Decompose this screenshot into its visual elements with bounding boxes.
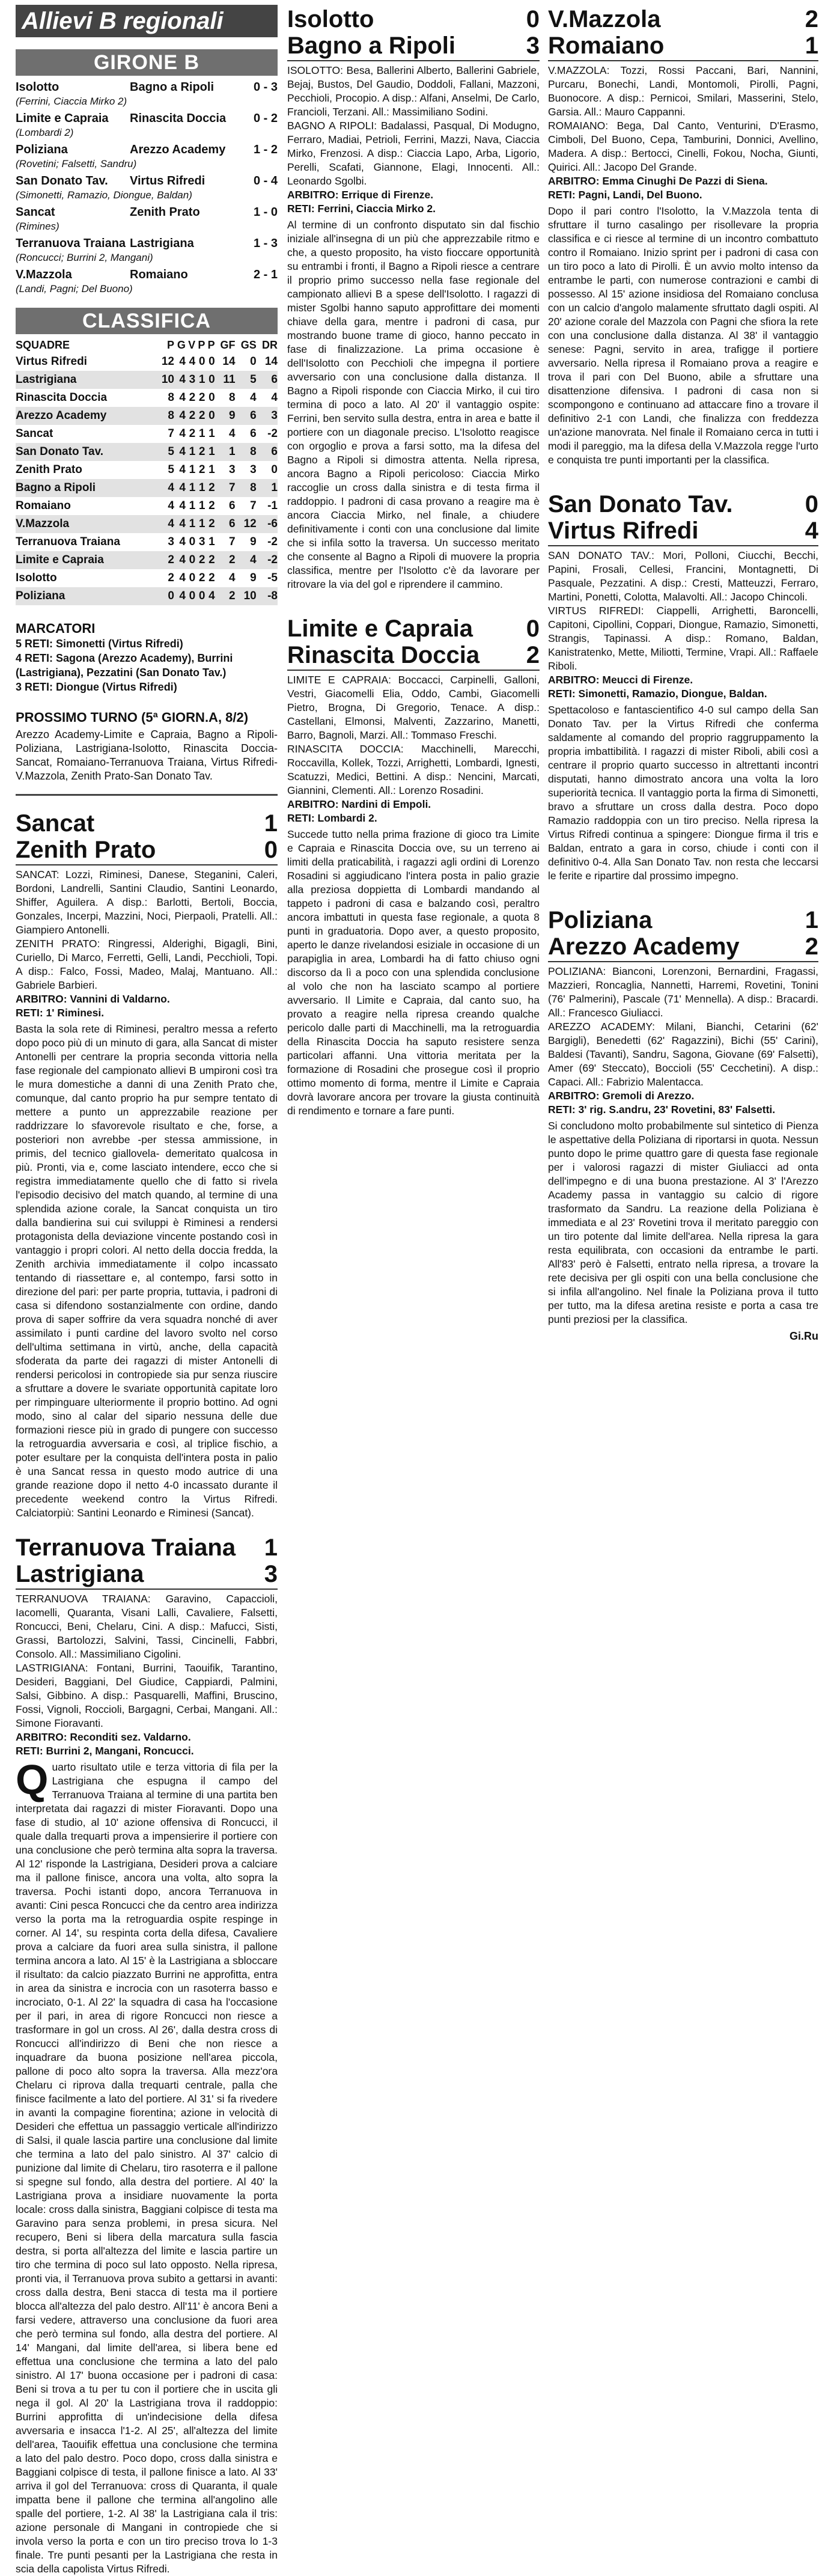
result-home: San Donato Tav. [16, 174, 108, 188]
stat-cell: 3 [168, 536, 174, 548]
match-article-sancat [16, 810, 278, 1520]
stat-cell: 1 [208, 463, 215, 476]
result-away: Zenith Prato [130, 206, 200, 219]
home-team: Sancat [16, 810, 95, 837]
stat-cell: 5 [157, 443, 174, 461]
stat-cell: 4 [205, 587, 215, 605]
stat-cell: 1 [205, 443, 215, 461]
stat-cell: 4 [174, 443, 186, 461]
match-article-sandonato [548, 491, 818, 883]
stat-cell: 6 [257, 371, 278, 389]
team-name: Bagno a Ripoli [16, 479, 157, 497]
standings-header-row [16, 338, 278, 353]
stat-cell: 0 [208, 391, 215, 404]
arbitro: ARBITRO: Emma Cinughi De Pazzi di Siena. [548, 175, 768, 187]
reti: RETI: Lombardi 2. [287, 812, 377, 824]
stat-cell: 7 [215, 479, 236, 497]
formazioni-home: ISOLOTTO: Besa, Ballerini Alberto, Ballerini Gabriele, Bejaj, Bustos, Del Gaudio, Doddoli, Fallani, Mazzoni, Pecchioli, Procopio. A disp.: Alfani, Anselmi, De Carlo, Francioli, Terzani. All.: Massimiliano Sodini. [287, 64, 540, 118]
home-team: Isolotto [287, 6, 374, 32]
stat-cell: 2 [198, 391, 205, 404]
stat-cell: -2 [267, 427, 278, 440]
article-body: Si concludono molto probabilmente sul sintetico di Pienza le aspettative della Poliziana di riportarsi in quota. Nessun punto dopo le prime quattro gare di questa fase regionale per i valorosi ragazzi di mister Giuliacci ad onta dell'impegno e di una buona prestazione. Al 3' l'Arezzo Academy passa in vantaggio su calcio di rigore trasformato da Sandru. La reazione della Poliziana è immediata e al 23' Rovetini trova il meritato pareggio con un tiro potente dal limite dell'area. Nella ripresa la gara resta equilibrata, con occasioni da entrambe le parti. All'83' però è Falsetti, entrato nella ripresa, a trovare la rete decisiva per gli ospiti con una bella conclusione che si infila all'angolino. Nel finale la Poliziana prova il tutto per tutto, ma la difesa aretina resiste e porta a casa tre punti preziosi per la classifica. [548, 1120, 818, 1325]
standings-row [16, 587, 278, 605]
team-name: Virtus Rifredi [16, 355, 87, 368]
match-title-home [287, 615, 540, 642]
stat-cell: 10 [157, 371, 174, 389]
result-row [16, 236, 278, 251]
stat-cell: 2 [195, 443, 205, 461]
stat-cell: 11 [215, 371, 236, 389]
standings-header-cell: P [207, 339, 215, 351]
result-away: Bagno a Ripoli [130, 81, 214, 94]
standings-row [16, 479, 278, 497]
away-team: Virtus Rifredi [548, 517, 699, 544]
stat-cell: 3 [198, 536, 205, 548]
arbitro: ARBITRO: Nardini di Empoli. [287, 798, 431, 810]
article-body: Basta la sola rete di Riminesi, peraltro messa a referto dopo poco più di un minuto di gara, alla Sancat di mister Antonelli per centrare la propria seconda vittoria nella fase regionale del campionato allievi B umpironi così tra le mura domestiche a danni di una Zenith Prato che, comunque, dal canto proprio ha pur sempre tentato di mettere a punto un apprezzabile reazione per raddrizzare lo sfavorevole risultato e che, forse, a posteriori non avrebbe -per stessa ammissione, in primis, del tecnico giallovela- demeritato qualcosa in più. Pronti, via e, come lasciato intendere, ecco che si registra immediatamente quello che di fatto si rivela l'episodio decisivo del match quando, al termine di una splendida azione corale, la Sancat conquista un tiro dalla bandierina sui cui sviluppi è Riminesi a rendersi protagonista della deviazione vincente postando così in vantaggio i propri colori. Al netto della doccia fredda, la Zenith archivia immediatamente il colpo incassato tentando di riassettare e, al contempo, farsi sotto in direzione del pari: per parte propria, tuttavia, i padroni di casa si difendono sostanzialmente con ordine, dando prova di saper soffrire da vera squadra nonché di aver assimilato i punti cardine del lavoro svolto nel corso dell'ultima settimana in virtù, anche, della capacità sfoderata da parte dei ragazzi di mister Antonelli di rendersi pericolosi in contropiede sia pur senza riuscire a sfruttare a dovere le svariate opportunità capitate loro per rimpinguare ulteriormente il proprio bottino. Ad ogni modo, sino al calar del sipario nessuna delle due formazioni riesce più in grado di pungere con successo la retroguardia avversaria e così, al triplice fischio, a poter esultare per la conquista dell'intera posta in palio è una Sancat ressa in questo modo autrice di una grande reazione dopo il netto 4-0 incassato durante il precedente weekend contro la Virtus Rifredi. Calciatorpiù: Santini Leonardo e Riminesi (Sancat). [16, 1023, 278, 1519]
formazioni-home: V.MAZZOLA: Tozzi, Rossi Paccani, Bari, Nannini, Purcaru, Bonechi, Landi, Montomoli, Pirolli, Pagni, Buonocore. A disp.: Pernicoi, Smilari, Masserini, Stelo, Garsia. All.: Mauro Cappanni. [548, 64, 818, 118]
standings-header-cell: SQUADRE [16, 339, 70, 351]
stat-cell: 7 [228, 536, 236, 548]
match-title-home [16, 810, 278, 837]
match-article-isolotto [287, 6, 540, 591]
stat-cell: 0 [157, 587, 174, 605]
match-title-away [548, 517, 818, 544]
stat-cell: 4 [168, 499, 174, 512]
standings-header-cell: V [188, 339, 196, 351]
stat-cell: -5 [267, 572, 278, 584]
stat-cell: 2 [205, 515, 215, 533]
home-score: 0 [526, 615, 540, 642]
away-score: 1 [805, 32, 818, 59]
article-body: Al termine di un confronto disputato sin dal fischio iniziale all'insegna di un più che apprezzabile ritmo e che, a questo proposito, ha visto fioccare opportunità su entrambi i fronti, il Bagno a Ripoli riesce a centrare il proprio primo successo nella fase regionale del campionato allievi B a spese dell'Isolotto. I ragazzi di mister Sgolbi hanno saputo approfittare dei momenti chiave della gara, mentre i padroni di casa, pur mostrando buone trame di gioco, hanno peccato in fase di finalizzazione. La prima occasione è dell'Isolotto con Pecchioli che impegna il portiere avversario con una conclusione dalla distanza. Il Bagno a Ripoli risponde con Ciaccia Mirko, il cui tiro termina di poco a lato. Al 20' il vantaggio ospite: Ferrini, ben servito sulla destra, entra in area e batte il portiere con un diagonale preciso. L'Isolotto reagisce con orgoglio e prova a farsi sotto, ma la difesa del Bagno a Ripoli si dimostra attenta. Nella ripresa, ancora Bagno a Ripoli pericoloso: Ciaccia Mirko raccoglie un cross dalla sinistra e di testa firma il raddoppio. I padroni di casa provano a reagire ma è ancora Ciaccia Mirko, nel finale, a chiudere definitivamente i conti con una conclusione dal limite che si infila sotto la traversa. Un successo meritato che consente al Bagno a Ripoli di muovere la propria classifica, mentre per l'Isolotto c'è da lavorare per ritrovare la via del gol e riprendere il cammino. [287, 219, 540, 590]
formazioni-away: LASTRIGIANA: Fontani, Burrini, Taouifik, Tarantino, Desideri, Baggiani, Del Giudice, Cappiardi, Palmini, Salsi, Gibbino. A disp.: Pasquarelli, Maffini, Bruscino, Fossi, Vignoli, Roccioli, Bargagni, Cerbai, Mangani. All.: Simone Fioravanti. [16, 1662, 278, 1729]
result-score: 0 - 2 [253, 112, 278, 125]
stat-cell: 0 [189, 536, 196, 548]
stat-cell: 1 [215, 443, 236, 461]
stat-cell: -6 [257, 515, 278, 533]
team-name: Zenith Prato [16, 463, 82, 476]
column-right [548, 0, 818, 1343]
result-away: Lastrigiana [130, 237, 194, 250]
title-rule [548, 961, 818, 962]
stat-cell: 1 [195, 515, 205, 533]
prossimo-heading: PROSSIMO TURNO (5ª GIORN.A, 8/2) [16, 710, 249, 725]
stat-cell: 3 [257, 407, 278, 425]
match-title-home [16, 1534, 278, 1561]
stat-cell: 10 [236, 587, 257, 605]
stat-cell: 9 [250, 536, 257, 548]
article-text: uarto risultato utile e terza vittoria di fila per la Lastrigiana che espugna il campo del Terranuova Traiana al termine di una partita ben interpretata dai ragazzi di mister Fioravanti. Dopo una fase di studio, al 10' azione offensiva di Roncucci, il quale dalla trequarti prova a impensierire il portiere con una conclusione che però termina alta sopra la traversa. Al 12' risponde la Lastrigiana, Desideri prova a calciare ma il pallone finisce, ancora una volta, alto sopra la traversa. Pochi istanti dopo, ancora Terranuova in avanti: Cini pesca Roncucci che da centro area indirizza verso la porta ma la retroguardia ospite respinge in corner. Al 14', su respinta corta della difesa, Cavaliere prova a calciare da fuori area sulla sinistra, il pallone termina ancora a lato. Al 15' è la Lastrigiana a sbloccare il risultato: da calcio piazzato Burrini ne approfitta, entra in area da sinistra e incrocia con un rasoterra basso e incrociato, 0-1. Al 22' la squadra di casa ha l'occasione per il pari, in area di rigore Roncucci non riesce a trasformare in gol un cross. Al 26', dalla destra cross di Roncucci all'indirizzo di Beni che non riesce a inquadrare da buona posizione nell'area piccola, pallone di poco alto sopra la traversa. Alla mezz'ora Chelaru ci riprova dalla trequarti centrale, palla che finisce facilmente a lato del portiere. Al 31' si fa rivedere in avanti la compagine fiorentina; azione in velocità di Desideri che effettua un passaggio verticale all'indirizzo di Salsi, il quale lascia partire una conclusione dal limite che termina a lato del palo sinistro. Al 37' calcio di punizione dal limite di Chelaru, tiro rasoterra e il pallone si spegne sul fondo, alla destra del portiere. Al 40' la Lastrigiana prova a insidiare nuovamente la porta locale: cross dalla sinistra, Baggiani colpisce di testa ma Garavino para senza problemi, in presa sicura. Nel recupero, Beni si libera della marcatura sulla fascia destra, si porta all'altezza del limite e lascia partire un tiro che termina di poco sul lato opposto. Nella ripresa, pronti via, il Terranuova prova subito a gettarsi in avanti: cross dalla destra, Beni stacca di testa ma il portiere blocca all'altezza del palo destro. All'11' è ancora Beni a farsi vedere, attraverso una conclusione da fuori area che però termina sul fondo, alla destra del portiere. Al 14' Mangani, dal limite dell'area, si libera bene ed effettua una conclusione che termina a lato del palo sinistro. Al 17' buona occasione per i padroni di casa: Beni si trova a tu per tu con il portiere che in uscita gli nega il gol. Al 20' la Lastrigiana trova il raddoppio: Burrini approfitta di un'indecisione della difesa avversaria e insacca l'1-2. Al 25', all'altezza del limite dell'area, Taouifik effettua una conclusione che termina a lato del palo destro. Poco dopo, cross dalla sinistra e Baggiani colpisce di testa, il pallone finisce a lato. Al 33' arriva il gol del Terranuova: cross di Quaranta, il quale impatta bene il pallone che termina all'angolino alle spalle del portiere, 1-2. Al 38' la Lastrigiana cala il tris: azione personale di Mangani in contropiede che si invola verso la porta e con un tiro preciso trova lo 1-3 finale. Tre punti pesanti per la Lastrigiana che resta in scia della capolista Virtus Rifredi. [16, 1761, 278, 2575]
stat-cell: 14 [222, 355, 236, 368]
stat-cell: 0 [208, 355, 215, 368]
stat-cell: 3 [228, 463, 236, 476]
result-scorers: (Rovetini; Falsetti, Sandru) [16, 158, 137, 169]
away-score: 4 [805, 517, 818, 544]
standings-row [16, 407, 278, 425]
away-team: Lastrigiana [16, 1561, 144, 1587]
stat-cell: 2 [205, 551, 215, 569]
stat-cell: 2 [198, 463, 205, 476]
away-score: 2 [526, 642, 540, 668]
standings-row [16, 443, 278, 461]
stat-cell: 4 [189, 355, 196, 368]
standings-header-cell: G [177, 339, 186, 351]
stat-cell: 0 [271, 463, 278, 476]
prossimo-text: Arezzo Academy-Limite e Capraia, Bagno a Ripoli-Poliziana, Lastrigiana-Isolotto, Rinascita Doccia-Sancat, Romaiano-Terranuova Traiana, Virtus Rifredi-V.Mazzola, Zenith Prato-San Donato Tav. [16, 728, 278, 782]
marcatori-heading: MARCATORI [16, 621, 96, 636]
classifica-heading: CLASSIFICA [16, 308, 278, 334]
result-scorers: (Ferrini, Ciaccia Mirko 2) [16, 96, 127, 107]
result-scorers: (Simonetti, Ramazio, Diongue, Baldan) [16, 189, 192, 201]
standings-row [16, 533, 278, 551]
result-row [16, 204, 278, 220]
result-home: Poliziana [16, 143, 68, 156]
standings-row [16, 569, 278, 587]
arbitro: ARBITRO: Vannini di Valdarno. [16, 993, 170, 1005]
stat-cell: 9 [250, 572, 257, 584]
team-name: Romaiano [16, 499, 71, 512]
away-team: Zenith Prato [16, 837, 156, 863]
match-title-home [548, 6, 818, 32]
stat-cell: 0 [189, 572, 196, 584]
away-team: Romaiano [548, 32, 665, 59]
formazioni-away: AREZZO ACADEMY: Milani, Bianchi, Cetarini (62' Bargigli), Benedetti (62' Ragazzini), Bichi (55' Carini), Baldesi (Tavanti), Sandru, Sagona, Giovane (69' Falsetti), Amer (69' Steccato), Boccioli (55' Cecchetini). A disp.: Capaci. All.: Fabrizio Malentacca. [548, 1021, 818, 1088]
stat-cell: 2 [189, 427, 196, 440]
stat-cell: 1 [198, 499, 205, 512]
result-away: Romaiano [130, 268, 188, 281]
reti: RETI: Ferrini, Ciaccia Mirko 2. [287, 203, 436, 215]
drop-cap: Q [16, 1756, 49, 1803]
formazioni-home: SANCAT: Lozzi, Riminesi, Danese, Steganini, Caleri, Bordoni, Landrelli, Santini Claudio, Santini Leonardo, Shiffer, Aguilera. A disp.: Barlotti, Bertoli, Boccia, Gonzales, Incerpi, Mazzini, Noci, Pierpaoli, Pratelli. All.: Giampiero Antonelli. [16, 868, 278, 936]
title-rule [287, 60, 540, 61]
team-name: Lastrigiana [16, 371, 157, 389]
reti: RETI: 3' rig. S.andru, 23' Rovetini, 83' Falsetti. [548, 1103, 776, 1116]
result-scorers: (Rimines) [16, 221, 59, 232]
formazioni-away: ROMAIANO: Bega, Dal Canto, Venturini, D'Erasmo, Cimboli, Del Buono, Cepa, Tamburini, Donnici, Avellino, Madera. A disp.: Bertocci, Cinelli, Fokou, Nocha, Giunti, Quirici. All.: Jacopo Del Grande. [548, 120, 818, 173]
stat-cell: 8 [228, 391, 236, 404]
stat-cell: 0 [198, 355, 205, 368]
result-away: Virtus Rifredi [130, 174, 205, 188]
stat-cell: 6 [250, 427, 257, 440]
stat-cell: 12 [161, 355, 174, 368]
team-name: Rinascita Doccia [16, 391, 108, 404]
stat-cell: 2 [157, 551, 174, 569]
result-home: Limite e Capraia [16, 112, 109, 125]
stat-cell: 1 [195, 371, 205, 389]
stat-cell: 3 [186, 371, 195, 389]
stat-cell: 2 [205, 479, 215, 497]
stat-cell: 0 [205, 371, 215, 389]
marcatori-item: 4 RETI: Sagona (Arezzo Academy), Burrini (Lastrigiana), Pezzatini (San Donato Tav.) [16, 652, 233, 679]
stat-cell: 4 [174, 407, 186, 425]
stat-cell: 2 [208, 572, 215, 584]
match-article-vmazzola [548, 6, 818, 467]
result-away: Arezzo Academy [130, 143, 226, 156]
article-body [16, 1756, 278, 2576]
team-name: Isolotto [16, 572, 57, 584]
standings-row [16, 371, 278, 389]
author-signature: Gi.Ru [790, 1330, 818, 1342]
team-name: Poliziana [16, 587, 157, 605]
stat-cell: 7 [250, 499, 257, 512]
result-scorers: (Roncucci; Burrini 2, Mangani) [16, 252, 153, 263]
stat-cell: 4 [250, 391, 257, 404]
stat-cell: 6 [257, 443, 278, 461]
standings-row [16, 551, 278, 569]
match-title-away [16, 1561, 278, 1587]
arbitro: ARBITRO: Gremoli di Arezzo. [548, 1090, 695, 1102]
formazioni-home: TERRANUOVA TRAIANA: Garavino, Capaccioli, Iacomelli, Quaranta, Visani Lalli, Cavaliere, Falsetti, Roncucci, Beni, Chelaru, Cini. A disp.: Mafucci, Sisti, Grassi, Bartolozzi, Salvini, Tassi, Cincinelli, Fabbri, Consolo. All.: Massimiliano Cigolini. [16, 1593, 278, 1660]
away-team: Bagno a Ripoli [287, 32, 455, 59]
match-title-away [548, 32, 818, 59]
stat-cell: 2 [215, 551, 236, 569]
home-team: V.Mazzola [548, 6, 661, 32]
result-home: Sancat [16, 206, 55, 219]
stat-cell: 4 [236, 551, 257, 569]
standings-row [16, 497, 278, 515]
stat-cell: 2 [198, 572, 205, 584]
stat-cell: 4 [174, 479, 186, 497]
result-score: 0 - 3 [253, 81, 278, 94]
stat-cell: 0 [205, 407, 215, 425]
stat-cell: 7 [168, 427, 174, 440]
result-row [16, 173, 278, 189]
stat-cell: 0 [186, 587, 195, 605]
standings-header-cell: P [198, 339, 205, 351]
stat-cell: 4 [174, 587, 186, 605]
title-rule [548, 545, 818, 546]
match-title-away [16, 837, 278, 863]
stat-cell: 4 [157, 515, 174, 533]
match-article-poliziana [548, 907, 818, 1343]
standings-row [16, 425, 278, 443]
standings-table [16, 338, 278, 605]
stat-cell: 6 [228, 499, 236, 512]
stat-cell: 4 [228, 572, 236, 584]
stat-cell: 1 [189, 463, 196, 476]
home-score: 1 [805, 907, 818, 933]
results-list [16, 79, 278, 296]
stat-cell: 4 [174, 371, 186, 389]
stat-cell: 1 [208, 427, 215, 440]
stat-cell: 3 [250, 463, 257, 476]
stat-cell: 4 [174, 551, 186, 569]
stat-cell: 4 [179, 427, 186, 440]
article-body: Spettacoloso e fantascientifico 4-0 sul campo della San Donato Tav. per la Virtus Rifredi che conferma saldamente al comando del proprio raggruppamento la propria imbattibilità. I ragazzi di mister Riboli, abili così a centrare il proprio quarto successo in altrettanti incontri disputati, hanno dimostrato ancora una volta la loro superiorità tecnica. Il vantaggio porta la firma di Simonetti, bravo a sfruttare un cross dalla destra. Poco dopo Ramazio raddoppia con un tiro preciso. Nella ripresa la Virtus Rifredi continua a spingere: Diongue firma il tris e Baldan, entrato a gara in corso, chiude i conti con il definitivo 0-4. Alla San Donato Tav. non resta che leccarsi le ferite e ripartire dal prossimo impegno. [548, 704, 818, 882]
stat-cell: 2 [215, 587, 236, 605]
reti: RETI: 1' Riminesi. [16, 1007, 105, 1019]
match-article-limite [287, 615, 540, 1118]
away-score: 0 [264, 837, 278, 863]
standings-row [16, 515, 278, 533]
home-team: Limite e Capraia [287, 615, 473, 642]
team-name: San Donato Tav. [16, 443, 157, 461]
standings-row [16, 389, 278, 407]
stat-cell: 4 [179, 572, 186, 584]
stat-cell: 1 [257, 479, 278, 497]
match-title-home [548, 491, 818, 517]
stat-cell: 4 [179, 499, 186, 512]
stat-cell: 8 [236, 479, 257, 497]
stat-cell: 4 [157, 479, 174, 497]
standings-header-cell: GS [240, 339, 257, 351]
stat-cell: 2 [208, 499, 215, 512]
away-score: 3 [264, 1561, 278, 1587]
match-title-home [287, 6, 540, 32]
stat-cell: 2 [168, 572, 174, 584]
result-score: 1 - 3 [253, 237, 278, 250]
match-title-away [287, 32, 540, 59]
column-middle [287, 0, 540, 1118]
formazioni-away: ZENITH PRATO: Ringressi, Alderighi, Bigagli, Bini, Curiello, Di Marco, Ferretti, Gelli, Landi, Pecchioli, Topi. A disp.: Falco, Fossi, Madeo, Malaj, Mantuano. All.: Gabriele Barbieri. [16, 938, 278, 991]
match-title-away [548, 933, 818, 960]
formazioni-home: LIMITE E CAPRAIA: Boccacci, Carpinelli, Galloni, Vestri, Giacomelli Elia, Oddo, Cambi, Giacomelli Pietro, Brogna, Di Gregorio, Tenace. A disp.: Castellani, Elmonsi, Malventi, Zazzarino, Manetti, Barro, Bagnoli, Marzi. All.: Tommaso Freschi. [287, 674, 540, 741]
stat-cell: 1 [186, 443, 195, 461]
reti: RETI: Pagni, Landi, Del Buono. [548, 189, 702, 201]
stat-cell: 0 [250, 355, 257, 368]
result-score: 1 - 0 [253, 206, 278, 219]
stat-cell: 1 [186, 479, 195, 497]
stat-cell: 4 [228, 427, 236, 440]
stat-cell: 2 [189, 391, 196, 404]
stat-cell: -1 [267, 499, 278, 512]
stat-cell: 6 [215, 515, 236, 533]
stat-cell: 4 [174, 515, 186, 533]
result-away: Rinascita Doccia [130, 112, 227, 125]
result-score: 1 - 2 [253, 143, 278, 156]
stat-cell: 4 [179, 355, 186, 368]
title-rule [548, 60, 818, 61]
home-team: Terranuova Traiana [16, 1534, 236, 1561]
team-name: Terranuova Traiana [16, 536, 120, 548]
stat-cell: -8 [257, 587, 278, 605]
away-score: 2 [805, 933, 818, 960]
standings-header-cell: P [166, 339, 174, 351]
stat-cell: 9 [215, 407, 236, 425]
stat-cell: 2 [195, 407, 205, 425]
standings-header-cell: GF [220, 339, 236, 351]
result-row [16, 142, 278, 157]
stat-cell: 0 [195, 587, 205, 605]
team-name: Sancat [16, 427, 53, 440]
stat-cell: 4 [179, 391, 186, 404]
reti: RETI: Simonetti, Ramazio, Diongue, Baldan. [548, 688, 767, 700]
girone-heading: GIRONE B [16, 49, 278, 76]
result-home: Terranuova Traiana [16, 237, 126, 250]
title-rule [16, 1589, 278, 1590]
title-rule [16, 864, 278, 865]
stat-cell: 4 [271, 391, 278, 404]
formazioni-away: VIRTUS RIFREDI: Ciappelli, Arrighetti, Baroncelli, Capitoni, Cipollini, Coppari, Diongue, Ramazio, Simonetti, Strangis, Tapinassi. A disp.: Romano, Baldan, Kanistratenko, Mette, Miliotti, Termine, Vrapi. All.: Raffaele Riboli. [548, 605, 818, 672]
team-name: Arezzo Academy [16, 407, 157, 425]
stat-cell: 5 [168, 463, 174, 476]
result-row [16, 111, 278, 126]
result-score: 0 - 4 [253, 174, 278, 188]
home-score: 1 [264, 1534, 278, 1561]
stat-cell: 8 [236, 443, 257, 461]
home-score: 1 [264, 810, 278, 837]
match-title-away [287, 642, 540, 668]
formazioni-home: POLIZIANA: Bianconi, Lorenzoni, Bernardini, Fragassi, Mazzieri, Roncaglia, Nannetti, Harremi, Rovetini, Tonini (76' Palmerini), Pascale (71' Mennella). A disp.: Bracardi. All.: Francesco Giuliacci. [548, 965, 818, 1019]
stat-cell: 8 [168, 391, 174, 404]
marcatori-item: 5 RETI: Simonetti (Virtus Rifredi) [16, 638, 183, 650]
standings-row [16, 353, 278, 371]
article-body: Dopo il pari contro l'Isolotto, la V.Mazzola tenta di sfruttare il turno casalingo per risollevare la propria classifica e ci riesce al termine di un incontro combattuto contro il Romaiano. Inizio sprint per i padroni di casa con un tiro poco a lato di Pirolli. È un avvio molto intenso da entrambe le parti, con numerose contrazioni e cambi di possesso. Al 15' azione insidiosa del Romaiano conclusa con un calcio d'angolo malamente sfruttato dagli ospiti. Al 20' azione corale del Mazzola con Pagni che sfiora la rete con una conclusione dalla distanza. Al 38' il vantaggio senese: Pagni, servito in area, trafigge il portiere avversario. Nella ripresa il Romaiano prova a reagire e trova il pari con Del Buono, abile a sfruttare una disattenzione difensiva. I padroni di casa non si scompongono e continuano ad attaccare fino a trovare il definitivo 2-1 con Landi, che finalizza con freddezza un'azione manovrata. Nel finale il Romaiano cerca in tutti i modi il pareggio, ma la difesa della V.Mazzola regge l'urto e conquista tre punti importanti per la classifica. [548, 205, 818, 466]
stat-cell: -2 [257, 551, 278, 569]
stat-cell: 1 [208, 536, 215, 548]
stat-cell: 4 [179, 536, 186, 548]
reti: RETI: Burrini 2, Mangani, Roncucci. [16, 1745, 194, 1757]
result-score: 2 - 1 [253, 268, 278, 281]
arbitro: ARBITRO: Errique di Firenze. [287, 189, 434, 201]
stat-cell: 6 [236, 407, 257, 425]
home-team: Poliziana [548, 907, 653, 933]
marcatori-list [16, 636, 278, 694]
stat-cell: 1 [186, 515, 195, 533]
stat-cell: 12 [236, 515, 257, 533]
team-name: V.Mazzola [16, 515, 157, 533]
arbitro: ARBITRO: Meucci di Firenze. [548, 674, 693, 686]
result-home: V.Mazzola [16, 268, 72, 281]
title-rule [287, 670, 540, 671]
match-title-home [548, 907, 818, 933]
stat-cell: 14 [264, 355, 278, 368]
result-scorers: (Landi, Pagni; Del Buono) [16, 283, 133, 295]
stat-cell: 0 [186, 551, 195, 569]
standings-row [16, 461, 278, 479]
home-team: San Donato Tav. [548, 491, 733, 517]
result-row [16, 79, 278, 95]
column-left [16, 0, 278, 2576]
away-score: 3 [526, 32, 540, 59]
home-score: 0 [805, 491, 818, 517]
stat-cell: -2 [267, 536, 278, 548]
marcatori-item: 3 RETI: Diongue (Virtus Rifredi) [16, 681, 177, 693]
stat-cell: 4 [179, 463, 186, 476]
formazioni-home: SAN DONATO TAV.: Mori, Polloni, Ciucchi, Becchi, Papini, Frosali, Cellesi, Francini, Montagnetti, Di Pasquale, Pezzatini. A disp.: Cresti, Matteuzzi, Ferraro, Martini, Ponetti, Colotta, Malavolti. All.: Jacopo Chincoli. [548, 549, 818, 603]
stat-cell: 2 [186, 407, 195, 425]
away-team: Rinascita Doccia [287, 642, 480, 668]
away-team: Arezzo Academy [548, 933, 740, 960]
stat-cell: 1 [198, 427, 205, 440]
team-name: Limite e Capraia [16, 551, 157, 569]
standings-header-cell: DR [262, 339, 278, 351]
result-row [16, 267, 278, 282]
match-article-terranuova [16, 1534, 278, 2576]
stat-cell: 5 [236, 371, 257, 389]
result-scorers: (Lombardi 2) [16, 127, 74, 138]
stat-cell: 1 [195, 479, 205, 497]
result-home: Isolotto [16, 81, 59, 94]
stat-cell: 1 [189, 499, 196, 512]
section-banner: Allievi B regionali [16, 5, 278, 37]
formazioni-away: BAGNO A RIPOLI: Badalassi, Pasqual, Di Modugno, Ferraro, Madiai, Petrioli, Ferrini, Mazzi, Nava, Ciaccia Mirko, Frenzosi. A disp.: Ciaccia Lapo, Arba, Ligorio, Perelli, Scafati, Giannone, Elagi, Innocenti. All.: Leonardo Sgolbi. [287, 120, 540, 187]
home-score: 2 [805, 6, 818, 32]
home-score: 0 [526, 6, 540, 32]
divider [16, 794, 278, 796]
stat-cell: 8 [157, 407, 174, 425]
arbitro: ARBITRO: Reconditi sez. Valdarno. [16, 1731, 191, 1743]
article-body: Succede tutto nella prima frazione di gioco tra Limite e Capraia e Rinascita Doccia ove, su un terreno ai limiti della praticabilità, i ragazzi agli ordini di Lorenzo Rosadini si aggiudicano l'intera posta in palio grazie alla preziosa doppietta di Lombardi mandando al tappeto i padroni di casa e balzando così, peraltro ancora imbattuti in questa fase regionale, a quota 8 punti in graduatoria. Dopo aver, a questo proposito, aperto le danze rivelandosi esiziale in occasione di un parapiglia in area, Lombardi ha di fatto chiuso ogni discorso da lì a poco con una splendida conclusione al volo che non ha lasciato scampo al portiere avversario. Il Limite e Capraia, dal canto suo, ha provato a reagire nella ripresa creando qualche pericolo dalle parti di Macchinelli, ma la retroguardia della Rinascita Doccia ha saputo resistere senza particolari affanni. Una vittoria meritata per la formazione di Rosadini che prosegue così il proprio ottimo momento di forma, mentre il Limite e Capraia dovrà lavorare ancora per trovare la giusta continuità di rendimento e tornare a fare punti. [287, 828, 540, 1117]
stat-cell: 2 [195, 551, 205, 569]
formazioni-away: RINASCITA DOCCIA: Macchinelli, Marecchi, Roccavilla, Kollek, Tozzi, Arrighetti, Lombardi, Ignesti, Scatuzzi, Medici, Bettini. A disp.: Nencini, Marcati, Giannini, Clementi. All.: Lorenzo Rosadini. [287, 743, 540, 796]
